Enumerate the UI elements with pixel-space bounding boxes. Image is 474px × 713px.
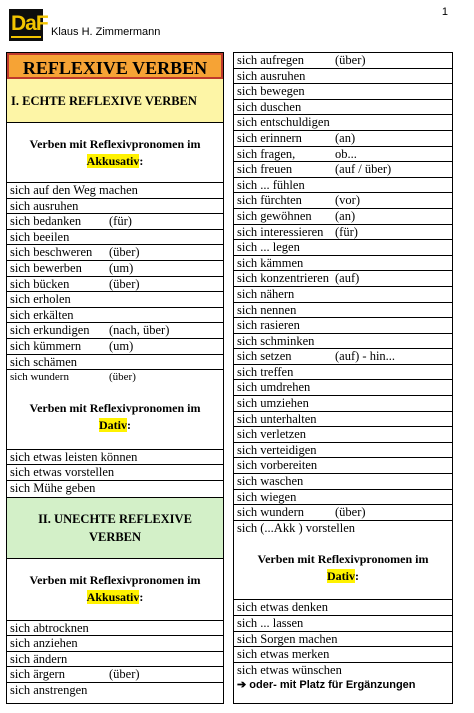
verb-row <box>7 481 223 497</box>
verb-row <box>7 277 223 293</box>
verb-row <box>234 225 452 241</box>
verb-row <box>234 380 452 396</box>
verb-text: sich fürchten <box>237 193 302 208</box>
verb-row <box>234 147 452 163</box>
verb-text: sich ändern <box>10 651 68 666</box>
verb-row <box>234 115 452 131</box>
verb-text: sich auf den Weg machen <box>10 183 138 197</box>
verb-text: sich etwas leisten können <box>10 449 138 464</box>
case-akkusativ: Akkusativ <box>86 153 140 168</box>
verb-row <box>234 365 452 381</box>
verb-text: sich ... lassen <box>237 616 304 630</box>
verb-row <box>7 465 223 481</box>
verb-row <box>234 334 452 350</box>
verb-text: sich verteidigen <box>237 442 317 457</box>
verb-row <box>234 616 452 632</box>
preposition-text: (über) <box>109 245 140 260</box>
verb-row <box>234 427 452 443</box>
verb-text: sich schminken <box>237 333 315 348</box>
verb-row <box>234 490 452 506</box>
verb-row <box>234 521 452 537</box>
verb-text: sich bewegen <box>237 84 305 99</box>
verb-row <box>234 632 452 648</box>
verb-row <box>234 131 452 147</box>
verb-text: sich gewöhnen <box>237 208 312 223</box>
right-column <box>233 52 453 704</box>
verb-text: sich entschuldigen <box>237 115 330 130</box>
verb-row <box>7 308 223 324</box>
footer-note <box>234 678 452 694</box>
verb-row <box>234 53 452 69</box>
verb-row <box>234 318 452 334</box>
preposition-text: (an) <box>335 130 356 145</box>
heading-dativ-left: Verben mit Reflexivpronomen im Dativ: <box>7 386 223 450</box>
verb-row <box>234 474 452 490</box>
verb-row <box>234 647 452 663</box>
verb-row <box>234 396 452 412</box>
verb-text: sich ärgern <box>10 667 65 682</box>
verb-text: sich Sorgen machen <box>237 631 338 646</box>
verb-text: sich erholen <box>10 292 71 307</box>
verb-row <box>234 178 452 194</box>
footer-text: oder- mit Platz für Ergänzungen <box>249 679 416 692</box>
verb-row <box>7 292 223 308</box>
verb-text: sich rasieren <box>237 318 300 333</box>
verb-text: sich Mühe geben <box>10 480 96 495</box>
verb-text: sich setzen <box>237 349 292 364</box>
verb-row <box>234 287 452 303</box>
verb-row <box>7 323 223 339</box>
verb-row <box>7 636 223 652</box>
verb-row <box>7 450 223 466</box>
verb-row <box>234 443 452 459</box>
list-left-akk <box>7 183 223 386</box>
verb-text: sich (...Akk ) vorstellen <box>237 520 356 535</box>
preposition-text: (über) <box>109 371 136 384</box>
preposition-text: (vor) <box>335 193 360 208</box>
list-left-dat <box>7 450 223 497</box>
verb-text: sich ... fühlen <box>237 177 305 192</box>
verb-text: sich etwas wünschen <box>237 662 342 677</box>
preposition-text: (um) <box>109 260 134 275</box>
preposition-text: (um) <box>109 338 134 353</box>
preposition-text: (über) <box>109 276 140 291</box>
verb-row <box>234 412 452 428</box>
heading-text: Verben mit Reflexivpronomen im <box>29 573 201 587</box>
verb-row <box>7 370 223 386</box>
list-left-unecht-akk <box>7 621 223 699</box>
verb-text: sich abtrocknen <box>10 620 89 635</box>
verb-text: sich etwas merken <box>237 647 330 662</box>
verb-row <box>234 100 452 116</box>
case-dativ: Dativ <box>327 568 355 583</box>
verb-row <box>234 505 452 521</box>
verb-row <box>7 183 223 199</box>
verb-row <box>234 84 452 100</box>
verb-text: sich nennen <box>237 302 297 317</box>
verb-text: sich duschen <box>237 99 302 114</box>
verb-row <box>234 256 452 272</box>
verb-text: sich wundern <box>237 505 304 520</box>
verb-text: sich erinnern <box>237 130 302 145</box>
verb-row <box>7 652 223 668</box>
verb-text: sich ... legen <box>237 240 300 255</box>
left-column <box>6 52 224 704</box>
verb-text: sich erkundigen <box>10 323 90 338</box>
verb-text: sich nähern <box>237 286 295 301</box>
section-unechte-reflexive: II. UNECHTE REFLEXIVE VERBEN <box>7 497 223 559</box>
case-akkusativ: Akkusativ <box>86 590 140 604</box>
preposition-text: ob... <box>335 146 357 161</box>
preposition-text: (für) <box>109 214 132 229</box>
verb-row <box>234 209 452 225</box>
verb-text: sich wundern <box>10 371 69 384</box>
verb-text: sich fragen, <box>237 146 296 161</box>
verb-text: sich vorbereiten <box>237 458 318 473</box>
verb-row <box>234 271 452 287</box>
verb-row <box>7 355 223 371</box>
heading-akkusativ-unecht: Verben mit Reflexivpronomen im Akkusativ: <box>7 559 223 621</box>
verb-row <box>7 230 223 246</box>
verb-row <box>7 214 223 230</box>
heading-text: Verben mit Reflexivpronomen im <box>257 551 429 566</box>
verb-text: sich bedanken <box>10 214 82 229</box>
preposition-text: (auf) - hin... <box>335 349 396 364</box>
verb-row <box>234 69 452 85</box>
verb-text: sich kämmen <box>237 255 304 270</box>
verb-text: sich treffen <box>237 364 294 379</box>
section-echte-reflexive: I. ECHTE REFLEXIVE VERBEN <box>7 79 223 123</box>
preposition-text: (für) <box>335 224 358 239</box>
verb-row <box>234 303 452 319</box>
verb-text: sich schämen <box>10 354 77 369</box>
verb-row <box>234 162 452 178</box>
verb-text: sich beschweren <box>10 245 93 260</box>
verb-text: sich freuen <box>237 162 293 177</box>
preposition-text: (über) <box>335 505 366 520</box>
list-right-akk <box>234 53 452 536</box>
heading-dativ-right: Verben mit Reflexivpronomen im Dativ: <box>234 536 452 600</box>
verb-text: sich etwas vorstellen <box>10 465 115 480</box>
verb-row <box>234 663 452 679</box>
page-title: REFLEXIVE VERBEN <box>7 53 223 79</box>
verb-text: sich bücken <box>10 276 70 291</box>
daf-logo <box>9 9 48 41</box>
verb-text: sich aufregen <box>237 53 304 67</box>
verb-text: sich umziehen <box>237 396 309 411</box>
verb-text: sich interessieren <box>237 224 324 239</box>
heading-text: Verben mit Reflexivpronomen im <box>29 401 201 416</box>
verb-row <box>7 261 223 277</box>
preposition-text: (nach, über) <box>109 323 170 338</box>
verb-text: sich erkälten <box>10 307 74 322</box>
verb-text: sich konzentrieren <box>237 271 329 286</box>
heading-text: Verben mit Reflexivpronomen im <box>29 136 201 151</box>
preposition-text: (über) <box>335 53 366 67</box>
verb-text: sich umdrehen <box>237 380 311 395</box>
verb-text: sich waschen <box>237 474 304 489</box>
verb-row <box>7 621 223 637</box>
case-dativ: Dativ <box>99 418 127 433</box>
verb-row <box>234 240 452 256</box>
preposition-text: (auf) <box>335 271 360 286</box>
verb-text: sich ausruhen <box>10 198 79 213</box>
preposition-text: (auf / über) <box>335 162 392 177</box>
verb-text: sich kümmern <box>10 338 82 353</box>
verb-row <box>7 199 223 215</box>
verb-row <box>234 193 452 209</box>
author: Klaus H. Zimmermann <box>51 26 161 38</box>
verb-text: sich anziehen <box>10 636 78 651</box>
verb-row <box>7 245 223 261</box>
verb-text: sich beeilen <box>10 229 70 244</box>
logo-text: DaF <box>11 12 48 35</box>
list-right-dat <box>234 600 452 678</box>
arrow-right-icon: ➔ <box>237 679 247 692</box>
verb-row <box>234 349 452 365</box>
verb-text: sich anstrengen <box>10 682 88 697</box>
preposition-text: (über) <box>109 667 140 682</box>
preposition-text: (an) <box>335 208 356 223</box>
verb-row <box>234 600 452 616</box>
verb-row <box>7 339 223 355</box>
verb-row <box>7 683 223 699</box>
logo-rule <box>11 36 41 38</box>
verb-text: sich bewerben <box>10 260 82 275</box>
page-number: 1 <box>441 6 448 18</box>
verb-row <box>7 667 223 683</box>
verb-text: sich etwas denken <box>237 600 328 615</box>
verb-text: sich ausruhen <box>237 68 306 83</box>
verb-text: sich verletzen <box>237 427 307 442</box>
heading-akkusativ-left: Verben mit Reflexivpronomen im Akkusativ: <box>7 123 223 183</box>
verb-text: sich wiegen <box>237 489 297 504</box>
verb-text: sich unterhalten <box>237 411 317 426</box>
verb-row <box>234 458 452 474</box>
